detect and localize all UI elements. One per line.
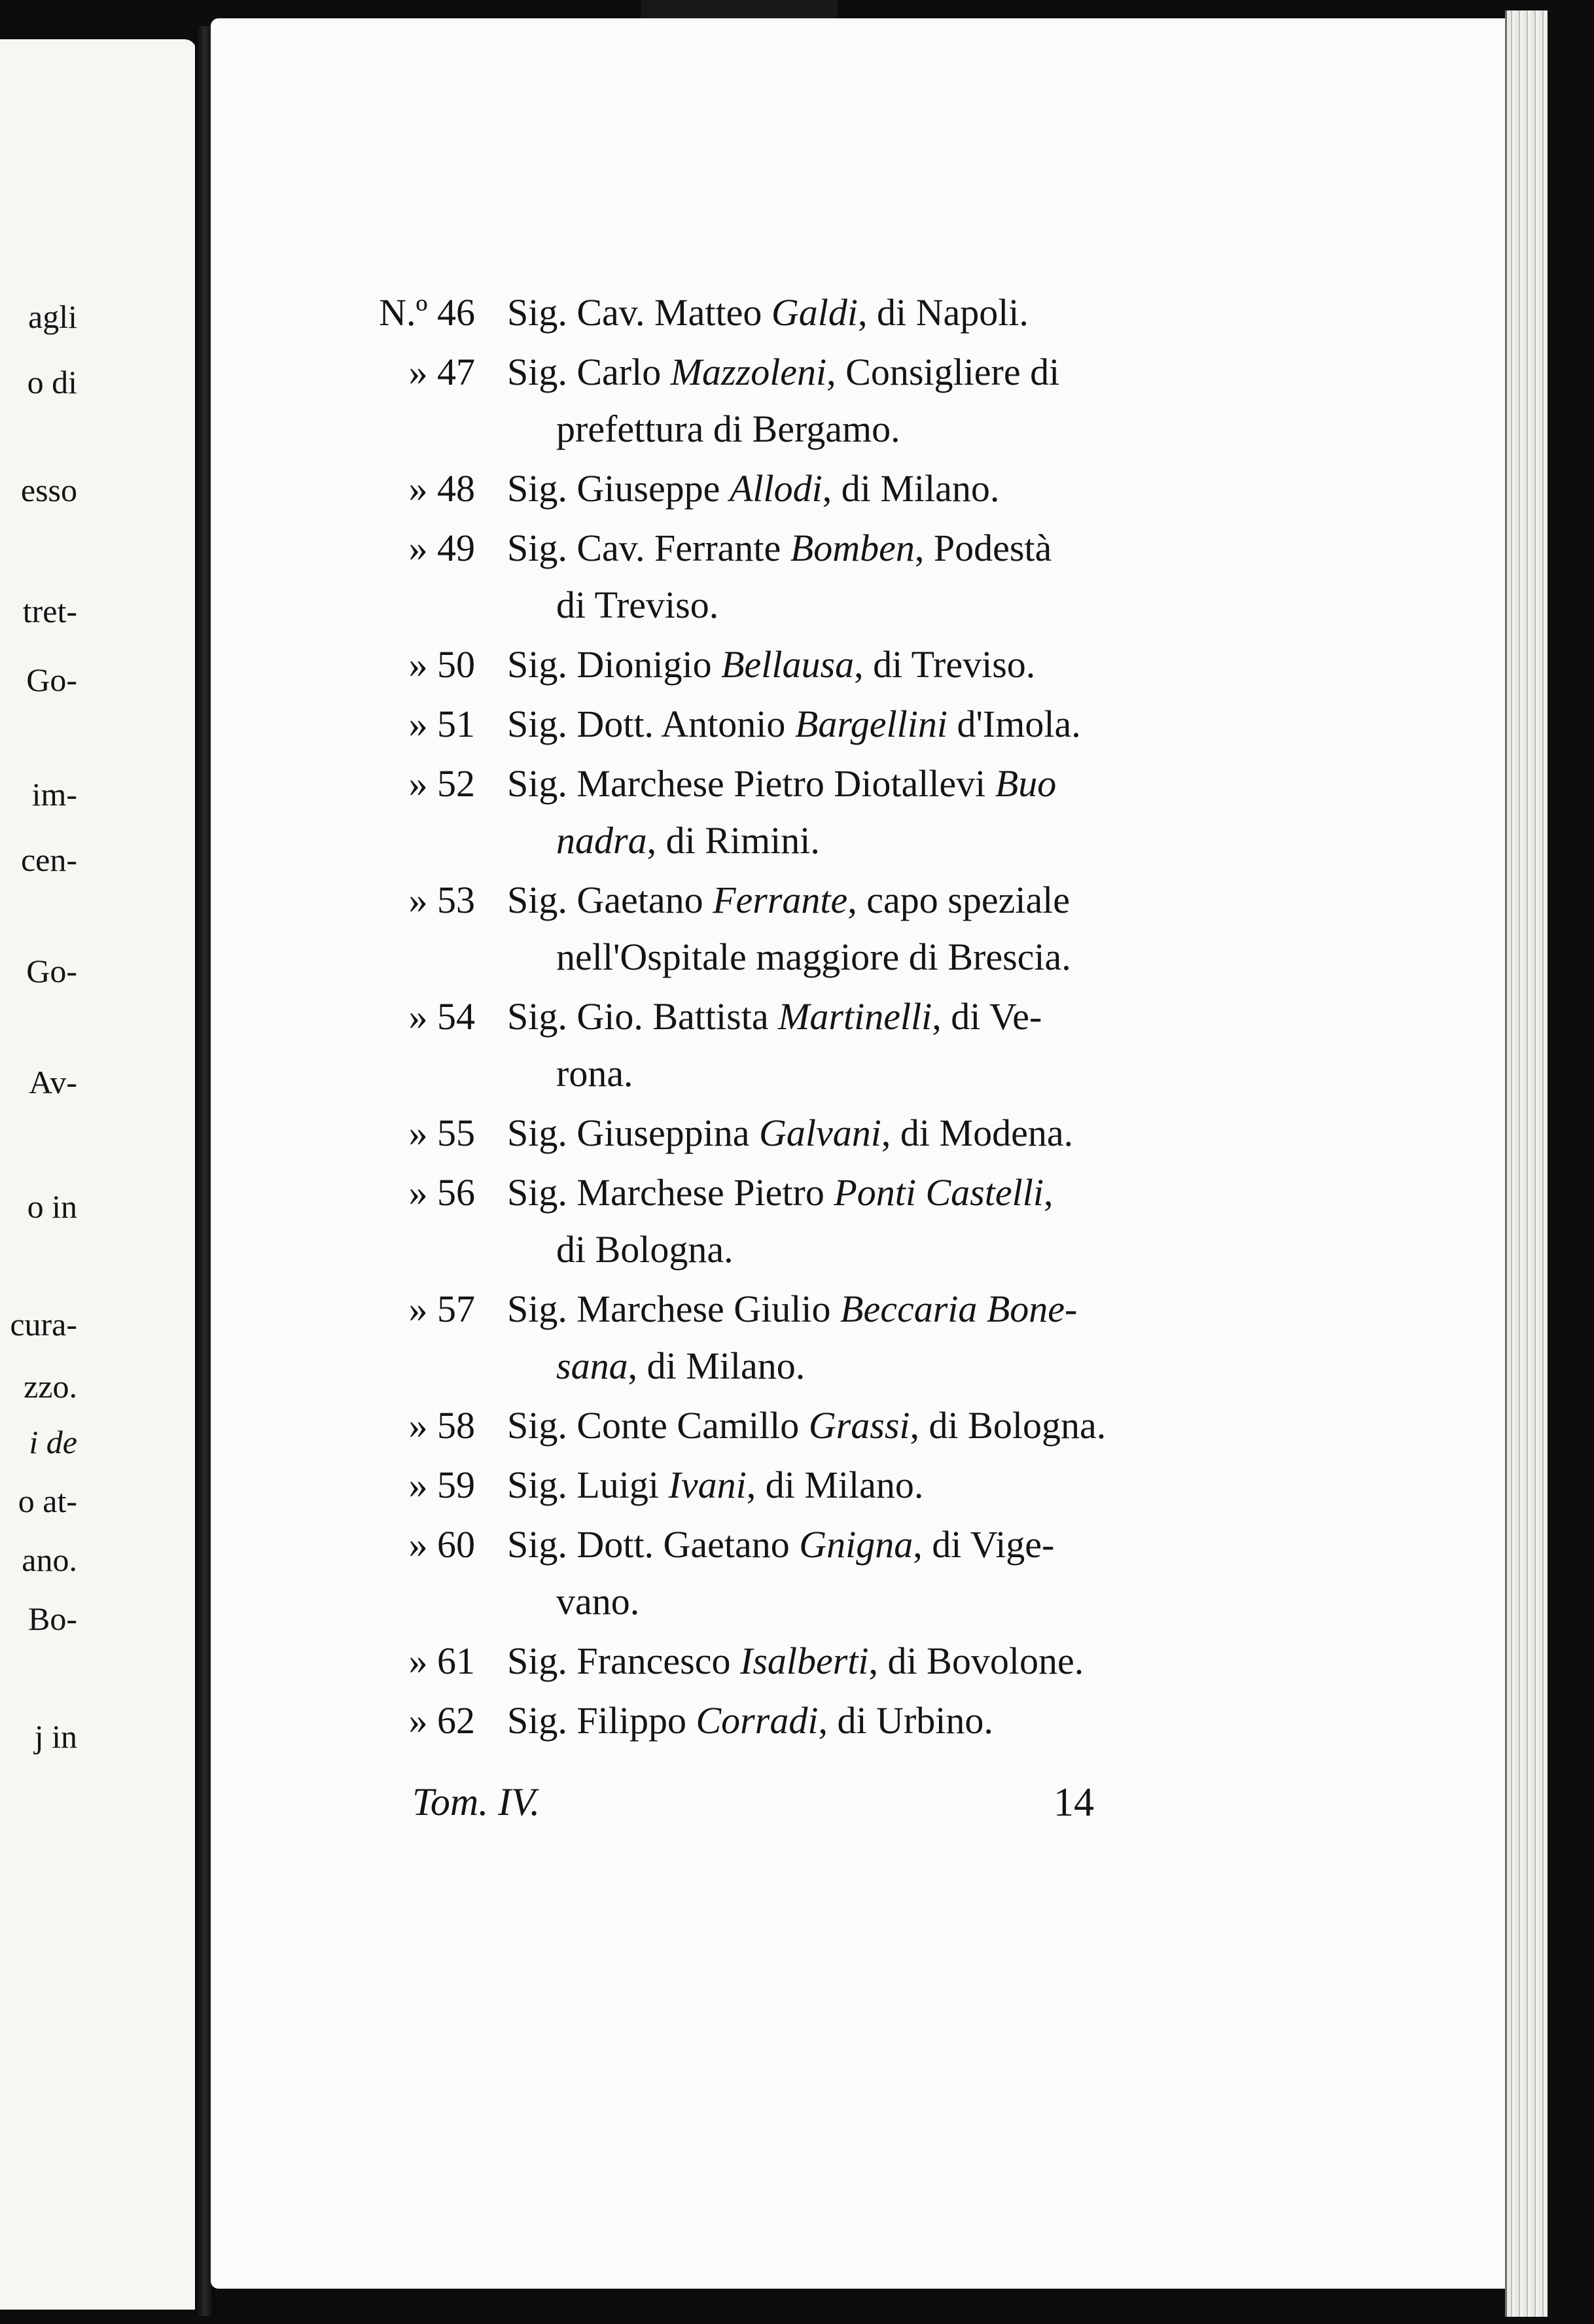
list-entry xyxy=(0,1519,1594,1571)
entry-text-segment: Sig. Conte Camillo xyxy=(507,1404,809,1447)
entry-text-segment: Sig. Giuseppina xyxy=(507,1112,760,1154)
surname-italic: Isalberti xyxy=(740,1640,869,1682)
entry-text xyxy=(507,463,999,515)
entry-number: » 62 xyxy=(408,1699,475,1742)
entry-text-segment: Sig. Dott. Antonio xyxy=(507,703,795,745)
previous-page-line: o di xyxy=(27,364,77,400)
surname-italic: Bargellini xyxy=(794,703,948,745)
entry-text-segment: , di Milano. xyxy=(822,467,1000,510)
entry-text-segment: Sig. Dionigio xyxy=(507,643,722,686)
entry-text xyxy=(507,874,1070,926)
entry-text xyxy=(556,1340,805,1392)
entry-text-segment: , xyxy=(1043,1171,1054,1214)
surname-italic: Mazzoleni xyxy=(670,351,827,393)
entry-text-segment: , di Vige- xyxy=(913,1523,1055,1566)
list-entry xyxy=(0,991,1594,1043)
printer-signature: 14 xyxy=(1054,1780,1094,1825)
entry-text-segment: Sig. Gaetano xyxy=(507,879,713,921)
entry-text xyxy=(507,1695,993,1747)
entry-text-segment: Sig. Marchese Pietro Diotallevi xyxy=(507,762,995,805)
entry-text xyxy=(507,639,1035,691)
list-entry xyxy=(0,287,1594,339)
entry-text-segment: , di Bologna. xyxy=(910,1404,1107,1447)
entry-text-segment: prefettura di Bergamo. xyxy=(556,408,900,450)
entry-text xyxy=(507,1283,1077,1335)
entry-text xyxy=(556,1048,633,1100)
entry-text xyxy=(556,403,900,455)
entry-text xyxy=(507,758,1056,810)
list-entry xyxy=(0,1400,1594,1452)
previous-page-line: j in xyxy=(34,1718,77,1755)
list-entry-continuation xyxy=(0,1340,1594,1392)
surname-italic: Corradi xyxy=(696,1699,819,1742)
entry-text-segment: , di Urbino. xyxy=(818,1699,993,1742)
previous-page-line: agli xyxy=(28,298,77,335)
entry-text xyxy=(507,346,1059,398)
list-entry xyxy=(0,639,1594,691)
entry-text-segment: , capo speziale xyxy=(847,879,1071,921)
previous-page-line: Av- xyxy=(28,1064,77,1100)
entry-text-segment: Sig. Cav. Matteo xyxy=(507,291,771,334)
surname-italic: Allodi xyxy=(729,467,823,510)
list-entry xyxy=(0,758,1594,810)
surname-italic: Grassi xyxy=(808,1404,910,1447)
entry-text-segment: , di Ve- xyxy=(932,995,1042,1038)
entry-text xyxy=(556,1576,639,1628)
entry-text-segment: , di Treviso. xyxy=(854,643,1036,686)
entry-text xyxy=(507,1167,1053,1219)
entry-text-segment: , di Modena. xyxy=(881,1112,1074,1154)
entry-number: » 54 xyxy=(408,995,475,1038)
entry-text-segment: Sig. Francesco xyxy=(507,1640,740,1682)
entry-number: » 49 xyxy=(408,527,475,569)
entry-number: » 50 xyxy=(408,643,475,686)
list-entry-continuation xyxy=(0,931,1594,983)
entry-text xyxy=(507,287,1029,339)
entry-text-segment: , di Bovolone. xyxy=(868,1640,1084,1682)
entry-text-segment: , Consigliere di xyxy=(826,351,1060,393)
surname-italic: Beccaria Bone- xyxy=(840,1288,1078,1330)
surname-italic: Buo xyxy=(995,762,1057,805)
previous-page-line: esso xyxy=(20,472,77,508)
surname-italic: Galdi xyxy=(771,291,858,334)
entry-text xyxy=(507,698,1081,750)
list-entry-continuation xyxy=(0,1576,1594,1628)
entry-text-segment: , di Napoli. xyxy=(857,291,1029,334)
entry-number: » 47 xyxy=(408,351,475,393)
list-entry-continuation xyxy=(0,1048,1594,1100)
list-entry-continuation xyxy=(0,815,1594,867)
entry-text xyxy=(507,991,1042,1043)
entry-text-segment: Sig. Dott. Gaetano xyxy=(507,1523,800,1566)
surname-italic: sana xyxy=(556,1345,628,1387)
entry-text xyxy=(507,1400,1106,1452)
entry-text-segment: , di Rimini. xyxy=(646,819,820,862)
entry-text-segment: Sig. Luigi xyxy=(507,1464,669,1506)
surname-italic: Bomben xyxy=(790,527,915,569)
previous-page-line: tret- xyxy=(22,593,77,629)
entry-text xyxy=(556,931,1071,983)
list-entry-continuation xyxy=(0,579,1594,631)
list-entry xyxy=(0,1167,1594,1219)
entry-number: » 55 xyxy=(408,1112,475,1154)
previous-page-line: cen- xyxy=(20,841,77,878)
list-entry xyxy=(0,1283,1594,1335)
list-entry xyxy=(0,463,1594,515)
previous-page-line: i de xyxy=(29,1424,77,1460)
list-entry-continuation xyxy=(0,403,1594,455)
list-entry xyxy=(0,522,1594,574)
entry-text-segment: , Podestà xyxy=(914,527,1052,569)
previous-page-line: cura- xyxy=(10,1306,77,1343)
previous-page-line: zzo. xyxy=(24,1368,77,1405)
surname-italic: Bellausa xyxy=(721,643,855,686)
entry-number: » 57 xyxy=(408,1288,475,1330)
entry-number: » 58 xyxy=(408,1404,475,1447)
entry-text-segment: , di Milano. xyxy=(628,1345,806,1387)
entry-text-segment: Sig. Cav. Ferrante xyxy=(507,527,790,569)
entry-text-segment: di Treviso. xyxy=(556,584,719,626)
list-entry xyxy=(0,874,1594,926)
surname-italic: Martinelli xyxy=(778,995,932,1038)
entry-text xyxy=(507,1459,923,1511)
entry-text-segment: Sig. Marchese Giulio xyxy=(507,1288,841,1330)
entry-text xyxy=(507,522,1052,574)
entry-number: » 61 xyxy=(408,1640,475,1682)
list-entry xyxy=(0,1635,1594,1687)
surname-italic: Ivani xyxy=(668,1464,747,1506)
previous-page-line: o at- xyxy=(18,1483,77,1519)
list-entry xyxy=(0,1459,1594,1511)
entry-number: N.º 46 xyxy=(379,291,475,334)
entry-text-segment: , di Milano. xyxy=(746,1464,924,1506)
previous-page-line: Go- xyxy=(26,953,77,989)
list-entry xyxy=(0,346,1594,398)
entry-text-segment: Sig. Marchese Pietro xyxy=(507,1171,834,1214)
list-entry xyxy=(0,1695,1594,1747)
entry-text xyxy=(556,815,820,867)
entry-text-segment: Sig. Giuseppe xyxy=(507,467,730,510)
surname-italic: Galvani xyxy=(759,1112,881,1154)
entry-text-segment: vano. xyxy=(556,1580,640,1623)
list-entry xyxy=(0,698,1594,750)
list-entry xyxy=(0,1107,1594,1159)
previous-page-line: o in xyxy=(27,1188,77,1225)
entry-text-segment: rona. xyxy=(556,1052,633,1095)
surname-italic: Ponti Castelli xyxy=(834,1171,1044,1214)
previous-page-line: ano. xyxy=(22,1541,77,1578)
entry-number: » 59 xyxy=(408,1464,475,1506)
entry-text-segment: Sig. Gio. Battista xyxy=(507,995,779,1038)
entry-number: » 56 xyxy=(408,1171,475,1214)
entry-text xyxy=(556,1224,734,1276)
entry-text xyxy=(507,1519,1054,1571)
surname-italic: Ferrante xyxy=(713,879,848,921)
entry-number: » 48 xyxy=(408,467,475,510)
entry-text-segment: nell'Ospitale maggiore di Brescia. xyxy=(556,936,1071,978)
previous-page-line: Go- xyxy=(26,661,77,698)
entry-text xyxy=(507,1107,1073,1159)
entry-text-segment: di Bologna. xyxy=(556,1228,734,1271)
entry-text-segment: d'Imola. xyxy=(947,703,1081,745)
previous-page-line: im- xyxy=(31,776,77,813)
entry-text xyxy=(507,1635,1084,1687)
entry-number: » 52 xyxy=(408,762,475,805)
previous-page-line: Bo- xyxy=(28,1600,77,1637)
entry-text-segment: Sig. Carlo xyxy=(507,351,671,393)
entry-number: » 53 xyxy=(408,879,475,921)
surname-italic: Gnigna xyxy=(799,1523,913,1566)
list-entry-continuation xyxy=(0,1224,1594,1276)
volume-signature: Tom. IV. xyxy=(412,1780,540,1823)
entry-text-segment: Sig. Filippo xyxy=(507,1699,696,1742)
entry-number: » 60 xyxy=(408,1523,475,1566)
entry-number: » 51 xyxy=(408,703,475,745)
surname-italic: nadra xyxy=(556,819,647,862)
entry-text xyxy=(556,579,718,631)
